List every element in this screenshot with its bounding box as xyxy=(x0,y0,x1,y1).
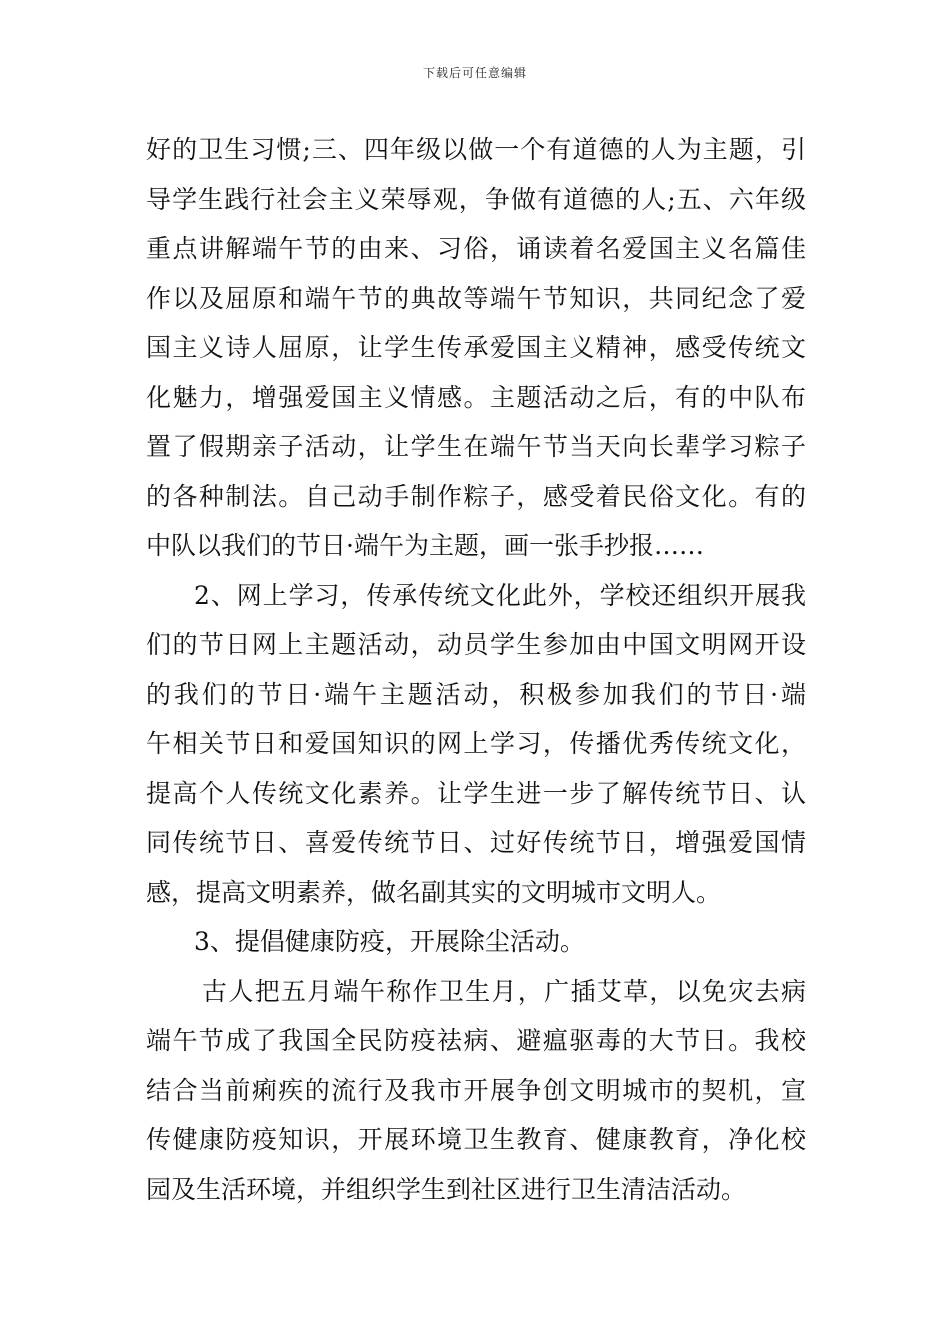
text-line: 端午节成了我国全民防疫祛病、避瘟驱毒的大节日。我校 xyxy=(146,1026,806,1055)
text-line: 好的卫生习惯;三、四年级以做一个有道德的人为主题，引 xyxy=(146,135,806,164)
text-line: 感，提高文明素养，做名副其实的文明城市文明人。 xyxy=(146,877,722,907)
text-line: 化魅力，增强爱国主义情感。主题活动之后，有的中队布 xyxy=(146,382,806,412)
text-line: 们的节日网上主题活动，动员学生参加由中国文明网开设 xyxy=(146,630,806,659)
text-line: 国主义诗人屈原，让学生传承爱国主义精神，感受传统文 xyxy=(146,333,806,362)
text-line: 午相关节日和爱国知识的网上学习，传播优秀传统文化， xyxy=(146,729,806,758)
text-line: 同传统节日、喜爱传统节日、过好传统节日，增强爱国情 xyxy=(146,828,806,857)
document-body xyxy=(146,125,806,1214)
text-line: 传健康防疫知识，开展环境卫生教育、健康教育，净化校 xyxy=(146,1125,806,1154)
text-line: 的各种制法。自己动手制作粽子，感受着民俗文化。有的 xyxy=(146,481,806,511)
text-line: 置了假期亲子活动，让学生在端午节当天向长辈学习粽子 xyxy=(146,432,806,461)
text-line: 的我们的节日·端午主题活动，积极参加我们的节日·端 xyxy=(146,679,806,709)
text-line: 结合当前痢疾的流行及我市开展争创文明城市的契机，宣 xyxy=(146,1075,806,1105)
text-line: 提高个人传统文化素养。让学生进一步了解传统节日、认 xyxy=(146,778,806,808)
text-line: 2、网上学习，传承传统文化此外，学校还组织开展我 xyxy=(194,580,806,610)
text-line: 作以及屈原和端午节的典故等端午节知识，共同纪念了爱 xyxy=(146,283,806,313)
page-header: 下载后可任意编辑 xyxy=(422,66,527,80)
text-line: 古人把五月端午称作卫生月，广插艾草，以免灾去病 xyxy=(202,976,806,1006)
text-line: 园及生活环境，并组织学生到社区进行卫生清洁活动。 xyxy=(146,1174,747,1204)
text-line: 中队以我们的节日·端午为主题，画一张手抄报…… xyxy=(146,531,704,560)
text-line: 3、提倡健康防疫，开展除尘活动。 xyxy=(194,927,585,956)
text-line: 重点讲解端午节的由来、习俗，诵读着名爱国主义名篇佳 xyxy=(146,234,806,263)
text-line: 导学生践行社会主义荣辱观，争做有道德的人;五、六年级 xyxy=(146,184,806,214)
